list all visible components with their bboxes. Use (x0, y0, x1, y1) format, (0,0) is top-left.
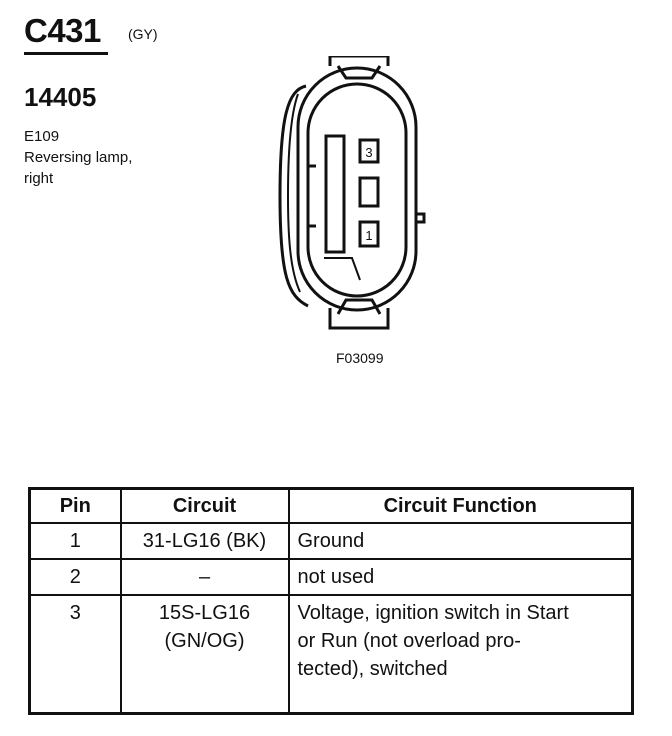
pin-label-3: 3 (365, 145, 373, 160)
table-row (30, 559, 633, 595)
table-row (30, 523, 633, 559)
table-row (30, 595, 633, 714)
header-circuit-function: Circuit Function (289, 489, 633, 524)
connector-face-diagram (268, 56, 436, 336)
circuit-line: – (198, 566, 211, 588)
pin-cavity-2 (360, 178, 378, 206)
function-cell (289, 595, 633, 714)
title-underline (24, 52, 108, 55)
circuit-cell (121, 595, 289, 714)
housing-inner (308, 84, 406, 296)
table-header-row (30, 489, 633, 524)
function-line: Ground (297, 530, 365, 552)
function-line: Voltage, ignition switch in Start (297, 602, 569, 624)
top-latch (330, 56, 388, 66)
description-line-2: right (24, 170, 54, 187)
circuit-cell (121, 559, 289, 595)
description-line-1: Reversing lamp, (24, 149, 133, 166)
pin-number: 3 (30, 595, 121, 714)
function-line: or Run (not overload pro- (297, 630, 521, 652)
figure-label: F03099 (336, 350, 384, 366)
connector-color: (GY) (128, 26, 158, 42)
pin-number: 2 (30, 559, 121, 595)
circuit-line: 15S-LG16 (158, 602, 251, 624)
circuit-line: 31-LG16 (BK) (142, 530, 267, 552)
mold-line (324, 258, 360, 280)
header-pin: Pin (30, 489, 121, 524)
circuit-cell (121, 523, 289, 559)
pin-table (28, 487, 634, 715)
pin-label-1: 1 (365, 228, 373, 243)
location-code: E109 (24, 128, 60, 145)
function-line: not used (297, 566, 375, 588)
pin-number: 1 (30, 523, 121, 559)
connector-id: C431 (24, 12, 101, 49)
function-cell (289, 559, 633, 595)
function-cell (289, 523, 633, 559)
header-circuit: Circuit (121, 489, 289, 524)
keying-slot (326, 136, 344, 252)
function-line: tected), switched (297, 658, 448, 680)
circuit-line: (GN/OG) (164, 630, 245, 652)
part-number: 14405 (24, 82, 97, 112)
